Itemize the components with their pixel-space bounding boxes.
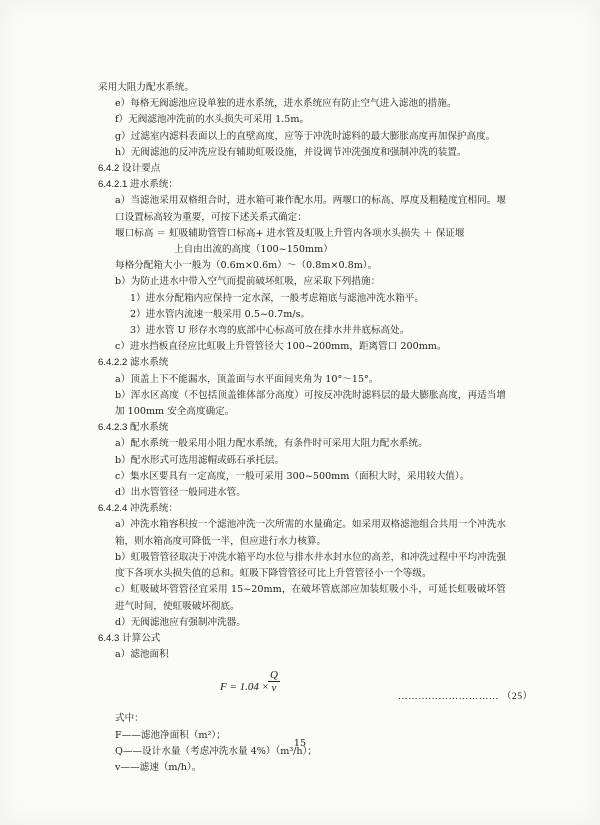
list-item-a: a）配水系统一般采用小阻力配水系统，有条件时可采用大阻力配水系统。 bbox=[115, 438, 428, 450]
definition-v: v——滤速（m/h）。 bbox=[115, 761, 202, 773]
subsection-heading-6-4-2-4: 6.4.2.4 冲洗系统： bbox=[98, 503, 178, 515]
list-subitem-1: 1）进水分配箱内应保持一定水深，一般考虑箱底与滤池冲洗水箱平。 bbox=[130, 292, 424, 304]
fraction-numerator: Q bbox=[270, 669, 278, 682]
list-subitem-3: 3）进水管 U 形存水弯的底部中心标高可放在排水井井底标高处。 bbox=[130, 325, 410, 337]
page-body bbox=[98, 80, 533, 776]
formula-lhs: F = 1.04 × bbox=[220, 681, 270, 694]
list-item-c: c）虹吸破坏管管径宜采用 15~20mm，在破坏管底部应加装虹吸小斗，可延长虹吸破坏管进气时间，使虹吸破坏彻底。 bbox=[115, 584, 506, 612]
list-item-a: a）顶盖上下不能漏水，顶盖面与水平面间夹角为 10°～15°。 bbox=[115, 373, 379, 385]
list-subitem-2: 2）进水管内流速一般采用 0.5~0.7m/s。 bbox=[130, 308, 311, 320]
list-item-d: d）出水管管径一般同进水管。 bbox=[115, 487, 246, 499]
list-item-f: f）无阀滤池冲洗前的水头损失可采用 1.5m。 bbox=[115, 114, 310, 126]
list-item-a: a）冲洗水箱容积按一个滤池冲洗一次所需的水量确定。如采用双格滤池组合共用一个冲洗水箱，则水箱高度可降低一半，但应进行水力核算。 bbox=[115, 519, 506, 547]
definition-f: F——滤池净面积（m²）； bbox=[115, 729, 226, 741]
subsection-heading-6-4-2-3: 6.4.2.3 配水系统 bbox=[98, 422, 169, 434]
list-item-g: g）过滤室内滤料表面以上的直壁高度，应等于冲洗时滤料的最大膨胀高度再加保护高度。 bbox=[115, 130, 496, 142]
list-item-b: b）为防止进水中带入空气而提前破坏虹吸，应采取下列措施： bbox=[115, 276, 381, 288]
list-item-b: b）浑水区高度（不包括顶盖锥体部分高度）可按反冲洗时滤料层的最大膨胀高度，再适当增加 100mm 安全高度确定。 bbox=[115, 389, 506, 418]
weir-formula-line-1: 堰口标高 ＝ 虹吸辅助管管口标高+ 进水管及虹吸上升管内各项水头损失 ＋ 保证堰 bbox=[115, 227, 465, 239]
subsection-heading-6-4-2-2: 6.4.2.2 滤水系统 bbox=[98, 357, 169, 369]
equation-25 bbox=[98, 669, 533, 705]
list-item-b: b）配水形式可选用滤帽或砾石承托层。 bbox=[115, 454, 285, 466]
fraction-denominator: v bbox=[271, 682, 277, 695]
fraction bbox=[268, 669, 280, 694]
page-number: 15 bbox=[293, 738, 307, 749]
list-item-c: c）集水区要具有一定高度，一般可采用 300~500mm（面积大时，采用较大值）。 bbox=[115, 470, 470, 482]
weir-formula-line-2: 上自由出流的高度（100~150mm） bbox=[174, 244, 333, 256]
list-item-a: a）滤池面积 bbox=[115, 649, 169, 661]
definitions-heading: 式中： bbox=[115, 713, 144, 725]
list-item-h: h）无阀滤池的反冲洗应设有辅助虹吸设施，并设调节冲洗强度和强制冲洗的装置。 bbox=[115, 146, 467, 158]
subsection-heading-6-4-2-1: 6.4.2.1 进水系统： bbox=[98, 179, 178, 191]
list-item-a: a）当滤池采用双格组合时，进水箱可兼作配水用。两堰口的标高、厚度及粗糙度宜相同。堰口设置标高较为重要，可按下述关系式确定： bbox=[115, 195, 506, 223]
list-item-c: c）进水挡板直径应比虹吸上升管管径大 100~200mm，距离管口 200mm。 bbox=[115, 341, 447, 353]
list-item-b: b）虹吸管管径取决于冲洗水箱平均水位与排水井水封水位的高差，和冲洗过程中平均冲洗强度下各项水头损失值的总和。虹吸下降管管径可比上升管管径小一个等级。 bbox=[115, 551, 506, 580]
text-line: 每格分配箱大小一般为（0.6m×0.6m）～（0.8m×0.8m）。 bbox=[115, 260, 378, 272]
text-line: 采用大阻力配水系统。 bbox=[98, 82, 194, 93]
definition-q: Q——设计水量（考虑冲洗水量 4%）（m³/h）； bbox=[115, 745, 317, 757]
section-heading-6-4-3: 6.4.3 计算公式 bbox=[98, 632, 161, 644]
list-item-e: e）每格无阀滤池应设单独的进水系统，进水系统应有防止空气进入滤池的措施。 bbox=[115, 98, 457, 110]
section-heading-6-4-2: 6.4.2 设计要点 bbox=[98, 163, 161, 175]
equation-number: ………………………… （25） bbox=[398, 691, 533, 703]
list-item-d: d）无阀滤池应有强制冲洗器。 bbox=[115, 616, 246, 628]
